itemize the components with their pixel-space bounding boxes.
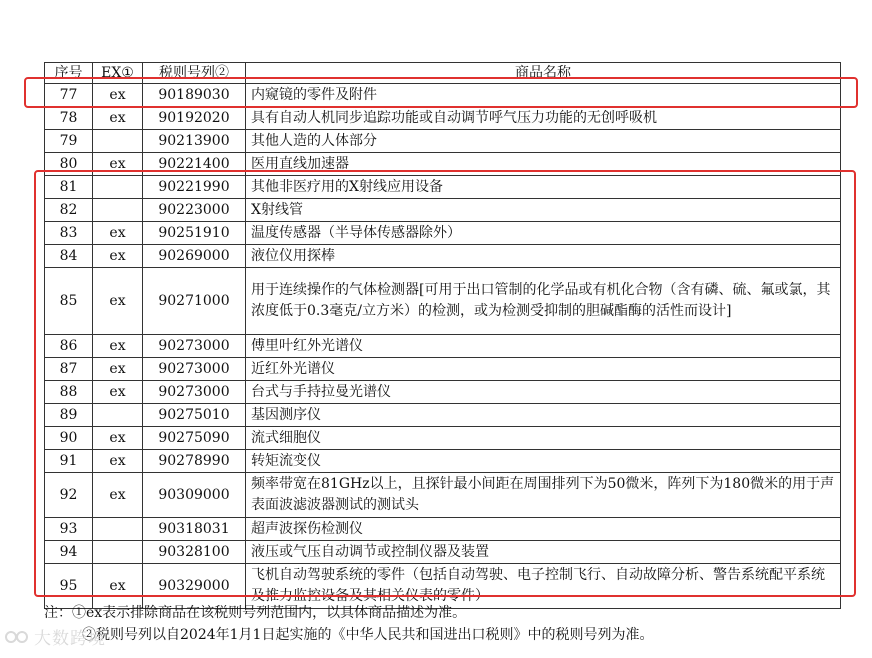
table-row	[45, 404, 841, 427]
table-row	[45, 222, 841, 245]
cell-ex: ex	[93, 245, 143, 268]
table-row	[45, 245, 841, 268]
cell-seq: 89	[45, 404, 93, 427]
cell-code: 90275010	[143, 404, 246, 427]
table-header-row	[45, 63, 841, 84]
cell-seq: 79	[45, 130, 93, 153]
cell-name: 转矩流变仪	[246, 450, 841, 473]
header-code: 税则号列②	[143, 63, 246, 84]
cell-seq: 84	[45, 245, 93, 268]
tariff-table	[44, 62, 841, 609]
cell-seq: 94	[45, 541, 93, 564]
cell-ex: ex	[93, 335, 143, 358]
cell-ex: ex	[93, 450, 143, 473]
cell-ex: ex	[93, 107, 143, 130]
footnote-1: 注：①ex表示排除商品在该税则号列范围内，以具体商品描述为准。	[44, 605, 467, 621]
header-seq: 序号	[45, 63, 93, 84]
header-name: 商品名称	[246, 63, 841, 84]
cell-ex: ex	[93, 222, 143, 245]
table-row	[45, 381, 841, 404]
table-row	[45, 358, 841, 381]
cell-seq: 77	[45, 84, 93, 107]
cell-name: 飞机自动驾驶系统的零件（包括自动驾驶、电子控制飞行、自动故障分析、警告系统配平系统及推力监控设备及其相关仪表的零件）	[246, 564, 841, 609]
cell-name: 温度传感器（半导体传感器除外）	[246, 222, 841, 245]
table-row	[45, 199, 841, 222]
cell-code: 90273000	[143, 358, 246, 381]
cell-code: 90223000	[143, 199, 246, 222]
cell-code: 90269000	[143, 245, 246, 268]
cell-code: 90271000	[143, 268, 246, 335]
cell-ex	[93, 541, 143, 564]
cell-seq: 93	[45, 518, 93, 541]
cell-name: 傅里叶红外光谱仪	[246, 335, 841, 358]
cell-name: 台式与手持拉曼光谱仪	[246, 381, 841, 404]
cell-seq: 88	[45, 381, 93, 404]
cell-seq: 92	[45, 473, 93, 518]
cell-seq: 85	[45, 268, 93, 335]
cell-name: 基因测序仪	[246, 404, 841, 427]
cell-code: 90251910	[143, 222, 246, 245]
cell-name: 流式细胞仪	[246, 427, 841, 450]
cell-code: 90275090	[143, 427, 246, 450]
cell-seq: 83	[45, 222, 93, 245]
table-row	[45, 107, 841, 130]
cell-seq: 81	[45, 176, 93, 199]
table-row	[45, 427, 841, 450]
cell-name: 用于连续操作的气体检测器[可用于出口管制的化学品或有机化合物（含有磷、硫、氟或氯，其浓度低于0.3毫克/立方米）的检测，或为检测受抑制的胆碱酯酶的活性而设计]	[246, 268, 841, 335]
header-ex: EX①	[93, 63, 143, 84]
cell-seq: 87	[45, 358, 93, 381]
table-row	[45, 130, 841, 153]
cell-code: 90329000	[143, 564, 246, 609]
cell-name: 近红外光谱仪	[246, 358, 841, 381]
cell-seq: 86	[45, 335, 93, 358]
top-margin	[0, 0, 872, 60]
cell-ex: ex	[93, 84, 143, 107]
cell-name: X射线管	[246, 199, 841, 222]
table-row	[45, 518, 841, 541]
table-row	[45, 335, 841, 358]
cell-ex	[93, 130, 143, 153]
cell-name: 其他人造的人体部分	[246, 130, 841, 153]
table-row	[45, 176, 841, 199]
cell-code: 90273000	[143, 381, 246, 404]
cell-ex: ex	[93, 153, 143, 176]
cell-seq: 80	[45, 153, 93, 176]
cell-code: 90213900	[143, 130, 246, 153]
cell-name: 具有自动人机同步追踪功能或自动调节呼气压力功能的无创呼吸机	[246, 107, 841, 130]
cell-code: 90273000	[143, 335, 246, 358]
table-row	[45, 473, 841, 518]
cell-ex	[93, 518, 143, 541]
table-row	[45, 541, 841, 564]
cell-ex: ex	[93, 427, 143, 450]
cell-code: 90278990	[143, 450, 246, 473]
watermark-text: 大数跨境	[34, 629, 106, 649]
cell-ex: ex	[93, 268, 143, 335]
cell-code: 90318031	[143, 518, 246, 541]
footnote-2: ②税则号列以自2024年1月1日起实施的《中华人民共和国进出口税则》中的税则号列为准。	[82, 627, 654, 643]
cell-seq: 95	[45, 564, 93, 609]
cell-code: 90221400	[143, 153, 246, 176]
cell-ex	[93, 199, 143, 222]
cell-seq: 78	[45, 107, 93, 130]
cell-ex: ex	[93, 358, 143, 381]
cell-code: 90192020	[143, 107, 246, 130]
table-row	[45, 153, 841, 176]
cell-ex	[93, 176, 143, 199]
cell-name: 液位仪用探棒	[246, 245, 841, 268]
cell-name: 频率带宽在81GHz以上，且探针最小间距在周围排列下为50微米，阵列下为180微米的用于声表面波滤波器测试的测试头	[246, 473, 841, 518]
cell-name: 超声波探伤检测仪	[246, 518, 841, 541]
cell-code: 90328100	[143, 541, 246, 564]
table-row	[45, 84, 841, 107]
cell-name: 其他非医疗用的X射线应用设备	[246, 176, 841, 199]
cell-ex: ex	[93, 564, 143, 609]
cell-seq: 91	[45, 450, 93, 473]
cell-code: 90309000	[143, 473, 246, 518]
cell-ex	[93, 404, 143, 427]
cell-seq: 90	[45, 427, 93, 450]
cell-name: 液压或气压自动调节或控制仪器及装置	[246, 541, 841, 564]
cell-code: 90189030	[143, 84, 246, 107]
table-row	[45, 268, 841, 335]
watermark	[4, 624, 106, 649]
watermark-logo-icon	[4, 628, 30, 646]
cell-code: 90221990	[143, 176, 246, 199]
cell-name: 医用直线加速器	[246, 153, 841, 176]
table-row	[45, 450, 841, 473]
cell-ex: ex	[93, 381, 143, 404]
cell-name: 内窥镜的零件及附件	[246, 84, 841, 107]
cell-seq: 82	[45, 199, 93, 222]
footnotes	[44, 602, 844, 646]
cell-ex: ex	[93, 473, 143, 518]
